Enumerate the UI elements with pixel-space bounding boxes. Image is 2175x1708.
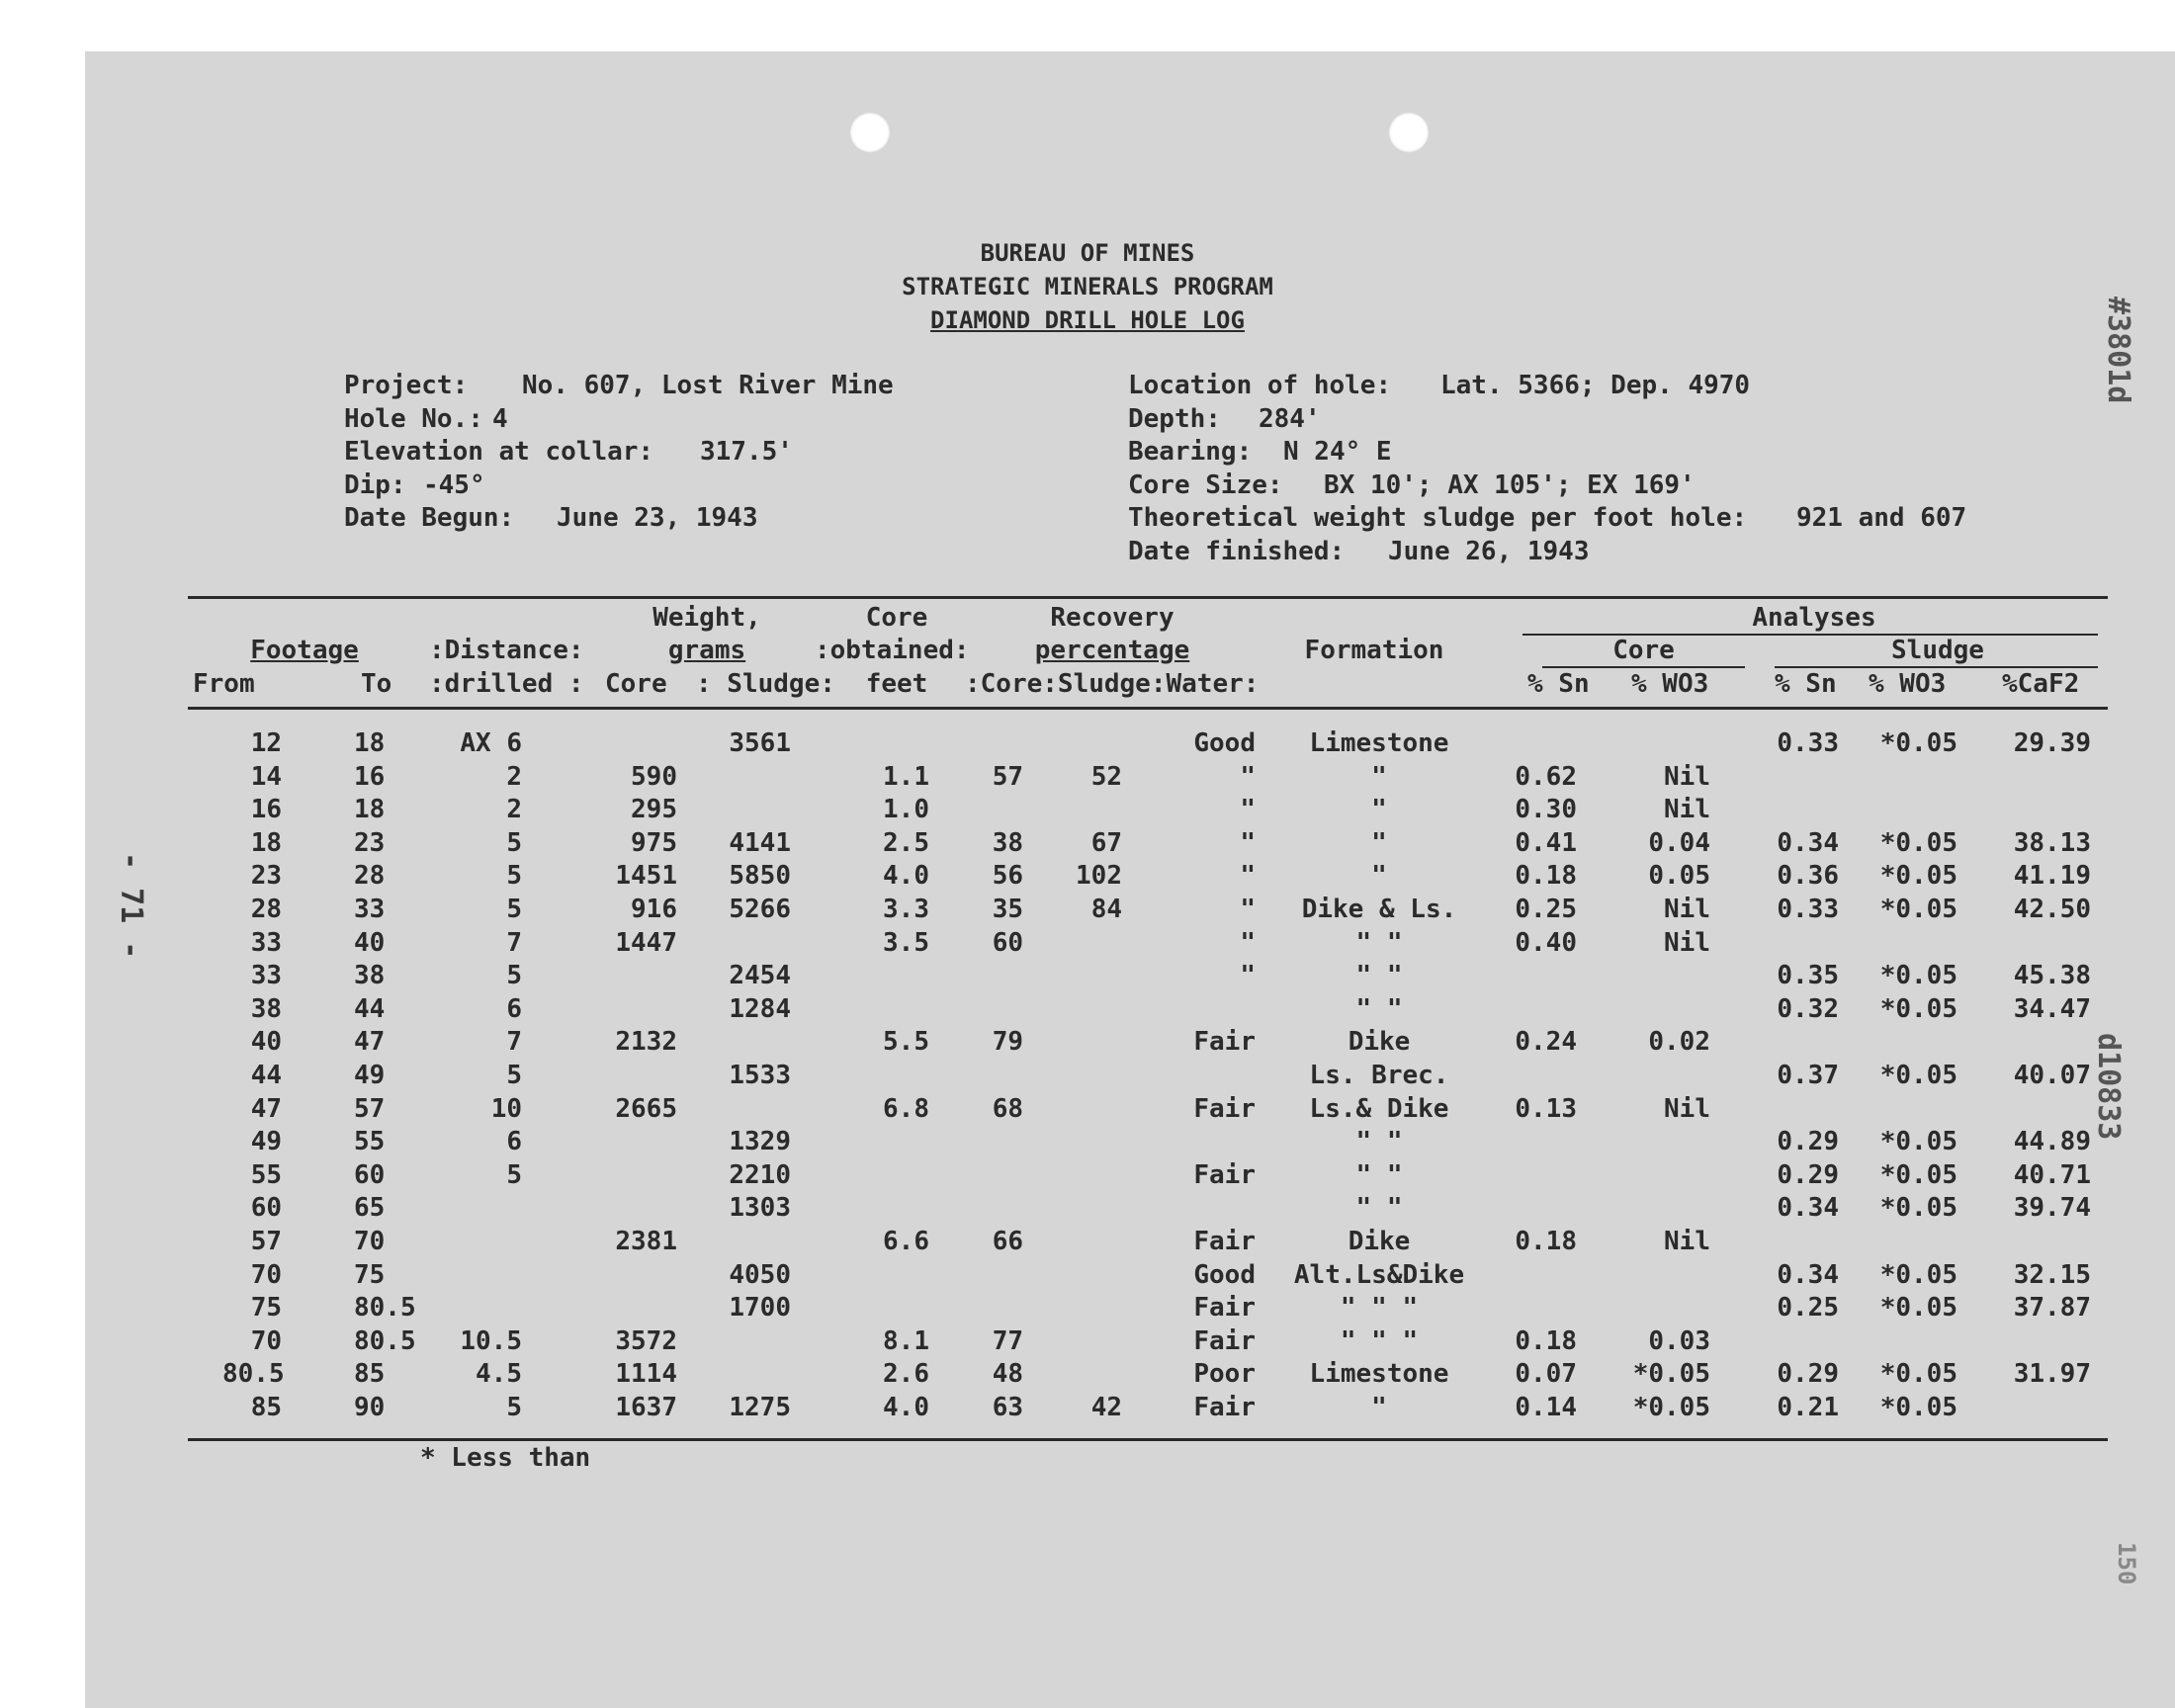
cell-core-wo3: Nil xyxy=(1664,895,1710,924)
cell-core-wo3: 0.04 xyxy=(1648,827,1710,858)
cell-core-sn: 0.62 xyxy=(1515,761,1577,792)
cell-recovery-core: 77 xyxy=(992,1325,1023,1356)
cell-to: 18 xyxy=(354,728,386,758)
scanner-margin-top xyxy=(85,0,2175,51)
cell-caf2: 37.87 xyxy=(2013,1293,2091,1324)
cell-core-sn: 0.30 xyxy=(1515,795,1577,825)
header-recovery-sub: :Core:Sludge:Water: xyxy=(965,669,1260,699)
cell-recovery-water: " xyxy=(1240,761,1256,792)
dip-label: Dip: xyxy=(344,470,406,500)
date-begun-label: Date Begun: xyxy=(344,503,515,533)
cell-core-obtained: 1.1 xyxy=(883,761,929,792)
project-label: Project: xyxy=(344,371,469,400)
core-size-label: Core Size: xyxy=(1128,470,1283,500)
cell-core-sn: 0.13 xyxy=(1515,1093,1577,1124)
stamp-bottom: 150 xyxy=(2113,1542,2140,1585)
table-top-rule xyxy=(188,596,2108,599)
cell-formation: Limestone xyxy=(1309,1359,1449,1390)
cell-core-sn: 0.24 xyxy=(1515,1027,1577,1058)
header-distance: :Distance: xyxy=(429,636,584,665)
cell-recovery-core: 60 xyxy=(992,927,1023,958)
cell-weight-core: 590 xyxy=(631,761,677,792)
cell-recovery-water: Fair xyxy=(1193,1293,1256,1324)
cell-distance: AX 6 xyxy=(460,728,522,758)
punch-hole xyxy=(849,112,891,153)
document-title: DIAMOND DRILL HOLE LOG xyxy=(930,306,1245,334)
cell-sludge-wo3: *0.05 xyxy=(1879,993,1958,1024)
header-obtained: :obtained: xyxy=(815,636,970,665)
cell-from: 75 xyxy=(250,1293,282,1324)
cell-sludge-wo3: *0.05 xyxy=(1879,827,1958,858)
cell-formation: Dike xyxy=(1348,1227,1411,1256)
cell-to: 28 xyxy=(354,861,386,892)
cell-weight-core: 975 xyxy=(631,827,677,858)
cell-recovery-water: Fair xyxy=(1193,1325,1256,1356)
cell-formation: " xyxy=(1371,827,1387,858)
cell-to: 47 xyxy=(354,1027,386,1058)
cell-weight-core: 916 xyxy=(631,895,677,924)
cell-recovery-water: Good xyxy=(1193,1259,1256,1290)
cell-weight-core: 1447 xyxy=(615,927,677,958)
cell-caf2: 40.07 xyxy=(2013,1061,2091,1090)
cell-sludge-sn: 0.32 xyxy=(1777,993,1839,1024)
cell-weight-core: 2132 xyxy=(615,1027,677,1058)
header-sludge-sn: % Sn xyxy=(1775,669,1837,699)
cell-formation: " xyxy=(1371,795,1387,825)
bearing-value: N 24° E xyxy=(1283,437,1392,467)
cell-recovery-water: Fair xyxy=(1193,1093,1256,1124)
cell-distance: 5 xyxy=(506,895,522,924)
cell-caf2: 38.13 xyxy=(2013,827,2091,858)
cell-to: 33 xyxy=(354,895,386,924)
elevation-value: 317.5' xyxy=(700,437,793,467)
cell-distance: 5 xyxy=(506,1061,522,1090)
cell-recovery-core: 66 xyxy=(992,1227,1023,1256)
cell-caf2: 45.38 xyxy=(2013,961,2091,991)
cell-recovery-water: Good xyxy=(1193,728,1256,758)
cell-sludge-wo3: *0.05 xyxy=(1879,961,1958,991)
cell-caf2: 44.89 xyxy=(2013,1127,2091,1157)
cell-core-sn: 0.18 xyxy=(1515,1227,1577,1256)
cell-core-obtained: 4.0 xyxy=(883,861,929,892)
cell-weight-sludge: 3561 xyxy=(729,728,791,758)
cell-to: 60 xyxy=(354,1159,386,1190)
cell-to: 80.5 xyxy=(354,1293,416,1324)
project-value: No. 607, Lost River Mine xyxy=(522,371,894,400)
header-weight-sludge: : Sludge: xyxy=(696,669,835,699)
cell-from: 70 xyxy=(250,1325,282,1356)
header-to: To xyxy=(361,669,392,699)
cell-sludge-sn: 0.35 xyxy=(1777,961,1839,991)
cell-caf2: 31.97 xyxy=(2013,1359,2091,1390)
cell-formation: Dike xyxy=(1348,1027,1411,1058)
cell-formation: Ls.& Dike xyxy=(1309,1093,1449,1124)
cell-sludge-sn: 0.34 xyxy=(1777,827,1839,858)
cell-sludge-wo3: *0.05 xyxy=(1879,1127,1958,1157)
header-feet: feet xyxy=(865,669,928,699)
cell-to: 38 xyxy=(354,961,386,991)
hole-no-label: Hole No.: xyxy=(344,404,483,434)
cell-caf2: 32.15 xyxy=(2013,1259,2091,1290)
header-footage: Footage xyxy=(250,636,359,665)
header-recovery: Recovery xyxy=(1050,603,1174,633)
cell-sludge-sn: 0.25 xyxy=(1777,1293,1839,1324)
cell-from: 40 xyxy=(250,1027,282,1058)
cell-to: 75 xyxy=(354,1259,386,1290)
dip-value: -45° xyxy=(423,470,485,500)
footnote: * Less than xyxy=(420,1443,591,1473)
cell-to: 40 xyxy=(354,927,386,958)
cell-sludge-sn: 0.37 xyxy=(1777,1061,1839,1090)
sludge-weight-label: Theoretical weight sludge per foot hole: xyxy=(1128,503,1748,533)
date-begun-value: June 23, 1943 xyxy=(557,503,758,533)
cell-recovery-core: 48 xyxy=(992,1359,1023,1390)
header-core-analysis: Core xyxy=(1612,636,1675,665)
cell-formation: " " xyxy=(1355,961,1403,991)
cell-sludge-wo3: *0.05 xyxy=(1879,728,1958,758)
header-weight-core: Core xyxy=(605,669,667,699)
cell-sludge-wo3: *0.05 xyxy=(1879,1293,1958,1324)
cell-weight-sludge: 1533 xyxy=(729,1061,791,1090)
cell-core-obtained: 2.6 xyxy=(883,1359,929,1390)
cell-weight-sludge: 5266 xyxy=(729,895,791,924)
cell-sludge-wo3: *0.05 xyxy=(1879,1159,1958,1190)
header-weight: Weight, xyxy=(652,603,761,633)
cell-caf2: 41.19 xyxy=(2013,861,2091,892)
cell-from: 60 xyxy=(250,1193,282,1224)
cell-recovery-core: 56 xyxy=(992,861,1023,892)
cell-sludge-sn: 0.29 xyxy=(1777,1127,1839,1157)
cell-distance: 7 xyxy=(506,927,522,958)
cell-from: 55 xyxy=(250,1159,282,1190)
cell-sludge-sn: 0.33 xyxy=(1777,895,1839,924)
cell-formation: " " xyxy=(1355,927,1403,958)
cell-core-obtained: 3.3 xyxy=(883,895,929,924)
cell-from: 44 xyxy=(250,1061,282,1090)
cell-from: 33 xyxy=(250,927,282,958)
cell-formation: " xyxy=(1371,861,1387,892)
cell-sludge-wo3: *0.05 xyxy=(1879,1359,1958,1390)
depth-label: Depth: xyxy=(1128,404,1221,434)
cell-core-sn: 0.14 xyxy=(1515,1393,1577,1422)
cell-formation: Ls. Brec. xyxy=(1309,1061,1449,1090)
cell-sludge-wo3: *0.05 xyxy=(1879,1193,1958,1224)
cell-core-obtained: 2.5 xyxy=(883,827,929,858)
cell-distance: 4.5 xyxy=(476,1359,522,1390)
date-finished-value: June 26, 1943 xyxy=(1388,537,1590,566)
cell-recovery-water: " xyxy=(1240,961,1256,991)
header-analyses: Analyses xyxy=(1752,603,1876,633)
cell-core-obtained: 6.6 xyxy=(883,1227,929,1256)
cell-formation: " " xyxy=(1355,1127,1403,1157)
cell-sludge-sn: 0.36 xyxy=(1777,861,1839,892)
cell-from: 28 xyxy=(250,895,282,924)
cell-caf2: 40.71 xyxy=(2013,1159,2091,1190)
cell-from: 57 xyxy=(250,1227,282,1256)
cell-to: 70 xyxy=(354,1227,386,1256)
cell-to: 18 xyxy=(354,795,386,825)
cell-weight-core: 1451 xyxy=(615,861,677,892)
cell-sludge-wo3: *0.05 xyxy=(1879,1061,1958,1090)
cell-core-wo3: Nil xyxy=(1664,927,1710,958)
punch-hole xyxy=(1388,112,1430,153)
cell-distance: 6 xyxy=(506,993,522,1024)
header-sludge-analysis: Sludge xyxy=(1891,636,1984,665)
cell-recovery-core: 35 xyxy=(992,895,1023,924)
cell-distance: 10.5 xyxy=(460,1325,522,1356)
cell-weight-core: 295 xyxy=(631,795,677,825)
cell-recovery-core: 57 xyxy=(992,761,1023,792)
cell-formation: " " xyxy=(1355,1159,1403,1190)
cell-distance: 5 xyxy=(506,861,522,892)
cell-recovery-water: " xyxy=(1240,927,1256,958)
cell-weight-sludge: 1303 xyxy=(729,1193,791,1224)
program-title: STRATEGIC MINERALS PROGRAM xyxy=(902,273,1273,300)
cell-from: 23 xyxy=(250,861,282,892)
cell-recovery-sludge: 84 xyxy=(1090,895,1122,924)
cell-formation: Dike & Ls. xyxy=(1301,895,1457,924)
cell-core-wo3: Nil xyxy=(1664,1093,1710,1124)
header-drilled: :drilled : xyxy=(429,669,584,699)
cell-formation: " " xyxy=(1355,1193,1403,1224)
cell-recovery-water: " xyxy=(1240,895,1256,924)
cell-weight-sludge: 2210 xyxy=(729,1159,791,1190)
cell-to: 49 xyxy=(354,1061,386,1090)
cell-core-wo3: Nil xyxy=(1664,761,1710,792)
cell-formation: Limestone xyxy=(1309,728,1449,758)
cell-core-wo3: Nil xyxy=(1664,795,1710,825)
cell-distance: 5 xyxy=(506,1393,522,1422)
cell-caf2: 42.50 xyxy=(2013,895,2091,924)
cell-recovery-water: " xyxy=(1240,795,1256,825)
cell-to: 44 xyxy=(354,993,386,1024)
core-analysis-rule xyxy=(1542,666,1745,668)
cell-recovery-core: 63 xyxy=(992,1393,1023,1422)
cell-from: 38 xyxy=(250,993,282,1024)
header-caf2: %CaF2 xyxy=(2002,669,2080,699)
cell-recovery-water: " xyxy=(1240,827,1256,858)
cell-from: 18 xyxy=(250,827,282,858)
cell-sludge-wo3: *0.05 xyxy=(1879,1393,1958,1422)
cell-to: 90 xyxy=(354,1393,386,1422)
cell-core-obtained: 3.5 xyxy=(883,927,929,958)
cell-recovery-sludge: 52 xyxy=(1090,761,1122,792)
cell-formation: " xyxy=(1371,761,1387,792)
cell-sludge-wo3: *0.05 xyxy=(1879,861,1958,892)
cell-from: 12 xyxy=(250,728,282,758)
cell-weight-sludge: 2454 xyxy=(729,961,791,991)
cell-sludge-sn: 0.29 xyxy=(1777,1159,1839,1190)
sludge-analysis-rule xyxy=(1775,666,2098,668)
cell-distance: 6 xyxy=(506,1127,522,1157)
cell-to: 55 xyxy=(354,1127,386,1157)
cell-to: 65 xyxy=(354,1193,386,1224)
cell-distance: 5 xyxy=(506,1159,522,1190)
cell-recovery-core: 79 xyxy=(992,1027,1023,1058)
cell-recovery-water: Fair xyxy=(1193,1027,1256,1058)
cell-recovery-sludge: 102 xyxy=(1076,861,1122,892)
cell-recovery-water: Poor xyxy=(1193,1359,1256,1390)
cell-core-obtained: 1.0 xyxy=(883,795,929,825)
agency-title: BUREAU OF MINES xyxy=(980,239,1195,267)
cell-core-obtained: 6.8 xyxy=(883,1093,929,1124)
elevation-label: Elevation at collar: xyxy=(344,437,654,467)
header-sludge-wo3: % WO3 xyxy=(1869,669,1947,699)
sludge-weight-value: 921 and 607 xyxy=(1796,503,1967,533)
cell-weight-sludge: 1700 xyxy=(729,1293,791,1324)
cell-sludge-sn: 0.33 xyxy=(1777,728,1839,758)
cell-sludge-wo3: *0.05 xyxy=(1879,1259,1958,1290)
cell-to: 16 xyxy=(354,761,386,792)
header-core-sn: % Sn xyxy=(1527,669,1590,699)
cell-weight-core: 2381 xyxy=(615,1227,677,1256)
header-grams: grams xyxy=(667,636,746,665)
header-core-wo3: % WO3 xyxy=(1631,669,1709,699)
cell-recovery-water: Fair xyxy=(1193,1159,1256,1190)
date-finished-label: Date finished: xyxy=(1128,537,1346,566)
cell-weight-core: 1637 xyxy=(615,1393,677,1422)
cell-formation: " " " xyxy=(1340,1293,1419,1324)
cell-core-sn: 0.18 xyxy=(1515,861,1577,892)
cell-core-wo3: 0.05 xyxy=(1648,861,1710,892)
cell-core-sn: 0.41 xyxy=(1515,827,1577,858)
header-percentage: percentage xyxy=(1034,636,1190,665)
cell-from: 47 xyxy=(250,1093,282,1124)
cell-recovery-water: Fair xyxy=(1193,1393,1256,1422)
cell-distance: 5 xyxy=(506,961,522,991)
cell-from: 49 xyxy=(250,1127,282,1157)
cell-distance: 7 xyxy=(506,1027,522,1058)
depth-value: 284' xyxy=(1259,404,1321,434)
header-core: Core xyxy=(865,603,928,633)
cell-weight-sludge: 4141 xyxy=(729,827,791,858)
header-formation: Formation xyxy=(1304,636,1444,665)
cell-from: 70 xyxy=(250,1259,282,1290)
cell-sludge-sn: 0.34 xyxy=(1777,1259,1839,1290)
cell-formation: " " " xyxy=(1340,1325,1419,1356)
cell-sludge-sn: 0.21 xyxy=(1777,1393,1839,1422)
stamp-middle: d10833 xyxy=(2091,1033,2126,1141)
cell-distance: 2 xyxy=(506,795,522,825)
page-number: - 71 - xyxy=(114,852,148,960)
cell-core-obtained: 5.5 xyxy=(883,1027,929,1058)
cell-core-wo3: *0.05 xyxy=(1632,1393,1710,1422)
cell-weight-sludge: 1275 xyxy=(729,1393,791,1422)
cell-weight-sludge: 4050 xyxy=(729,1259,791,1290)
cell-core-sn: 0.07 xyxy=(1515,1359,1577,1390)
cell-sludge-sn: 0.34 xyxy=(1777,1193,1839,1224)
cell-from: 80.5 xyxy=(222,1359,285,1390)
cell-distance: 2 xyxy=(506,761,522,792)
cell-recovery-sludge: 67 xyxy=(1090,827,1122,858)
cell-formation: " xyxy=(1371,1393,1387,1422)
cell-formation: Alt.Ls&Dike xyxy=(1293,1259,1465,1290)
cell-to: 85 xyxy=(354,1359,386,1390)
cell-distance: 5 xyxy=(506,827,522,858)
cell-weight-sludge: 1284 xyxy=(729,993,791,1024)
cell-core-sn: 0.18 xyxy=(1515,1325,1577,1356)
cell-recovery-sludge: 42 xyxy=(1090,1393,1122,1422)
cell-core-wo3: Nil xyxy=(1664,1227,1710,1256)
cell-recovery-water: Fair xyxy=(1193,1227,1256,1256)
cell-weight-sludge: 5850 xyxy=(729,861,791,892)
cell-distance: 10 xyxy=(490,1093,522,1124)
hole-no-value: 4 xyxy=(492,404,508,434)
bearing-label: Bearing: xyxy=(1128,437,1253,467)
cell-weight-core: 1114 xyxy=(615,1359,677,1390)
stamp-top: #3801d xyxy=(2101,297,2135,404)
cell-core-wo3: 0.03 xyxy=(1648,1325,1710,1356)
cell-from: 16 xyxy=(250,795,282,825)
cell-recovery-core: 38 xyxy=(992,827,1023,858)
cell-from: 33 xyxy=(250,961,282,991)
cell-caf2: 34.47 xyxy=(2013,993,2091,1024)
header-from: From xyxy=(193,669,255,699)
cell-caf2: 39.74 xyxy=(2013,1193,2091,1224)
cell-core-obtained: 8.1 xyxy=(883,1325,929,1356)
cell-recovery-core: 68 xyxy=(992,1093,1023,1124)
cell-to: 57 xyxy=(354,1093,386,1124)
cell-weight-core: 3572 xyxy=(615,1325,677,1356)
table-bottom-rule xyxy=(188,1438,2108,1441)
cell-to: 23 xyxy=(354,827,386,858)
cell-recovery-water: " xyxy=(1240,861,1256,892)
cell-caf2: 29.39 xyxy=(2013,728,2091,758)
location-label: Location of hole: xyxy=(1128,371,1392,400)
header-bottom-rule xyxy=(188,707,2108,710)
cell-formation: " " xyxy=(1355,993,1403,1024)
cell-to: 80.5 xyxy=(354,1325,416,1356)
cell-core-sn: 0.40 xyxy=(1515,927,1577,958)
cell-from: 14 xyxy=(250,761,282,792)
cell-weight-core: 2665 xyxy=(615,1093,677,1124)
cell-core-wo3: *0.05 xyxy=(1632,1359,1710,1390)
cell-core-wo3: 0.02 xyxy=(1648,1027,1710,1058)
cell-core-sn: 0.25 xyxy=(1515,895,1577,924)
cell-core-obtained: 4.0 xyxy=(883,1393,929,1422)
core-size-value: BX 10'; AX 105'; EX 169' xyxy=(1324,470,1696,500)
location-value: Lat. 5366; Dep. 4970 xyxy=(1440,371,1751,400)
cell-from: 85 xyxy=(250,1393,282,1422)
cell-weight-sludge: 1329 xyxy=(729,1127,791,1157)
cell-sludge-wo3: *0.05 xyxy=(1879,895,1958,924)
cell-sludge-sn: 0.29 xyxy=(1777,1359,1839,1390)
